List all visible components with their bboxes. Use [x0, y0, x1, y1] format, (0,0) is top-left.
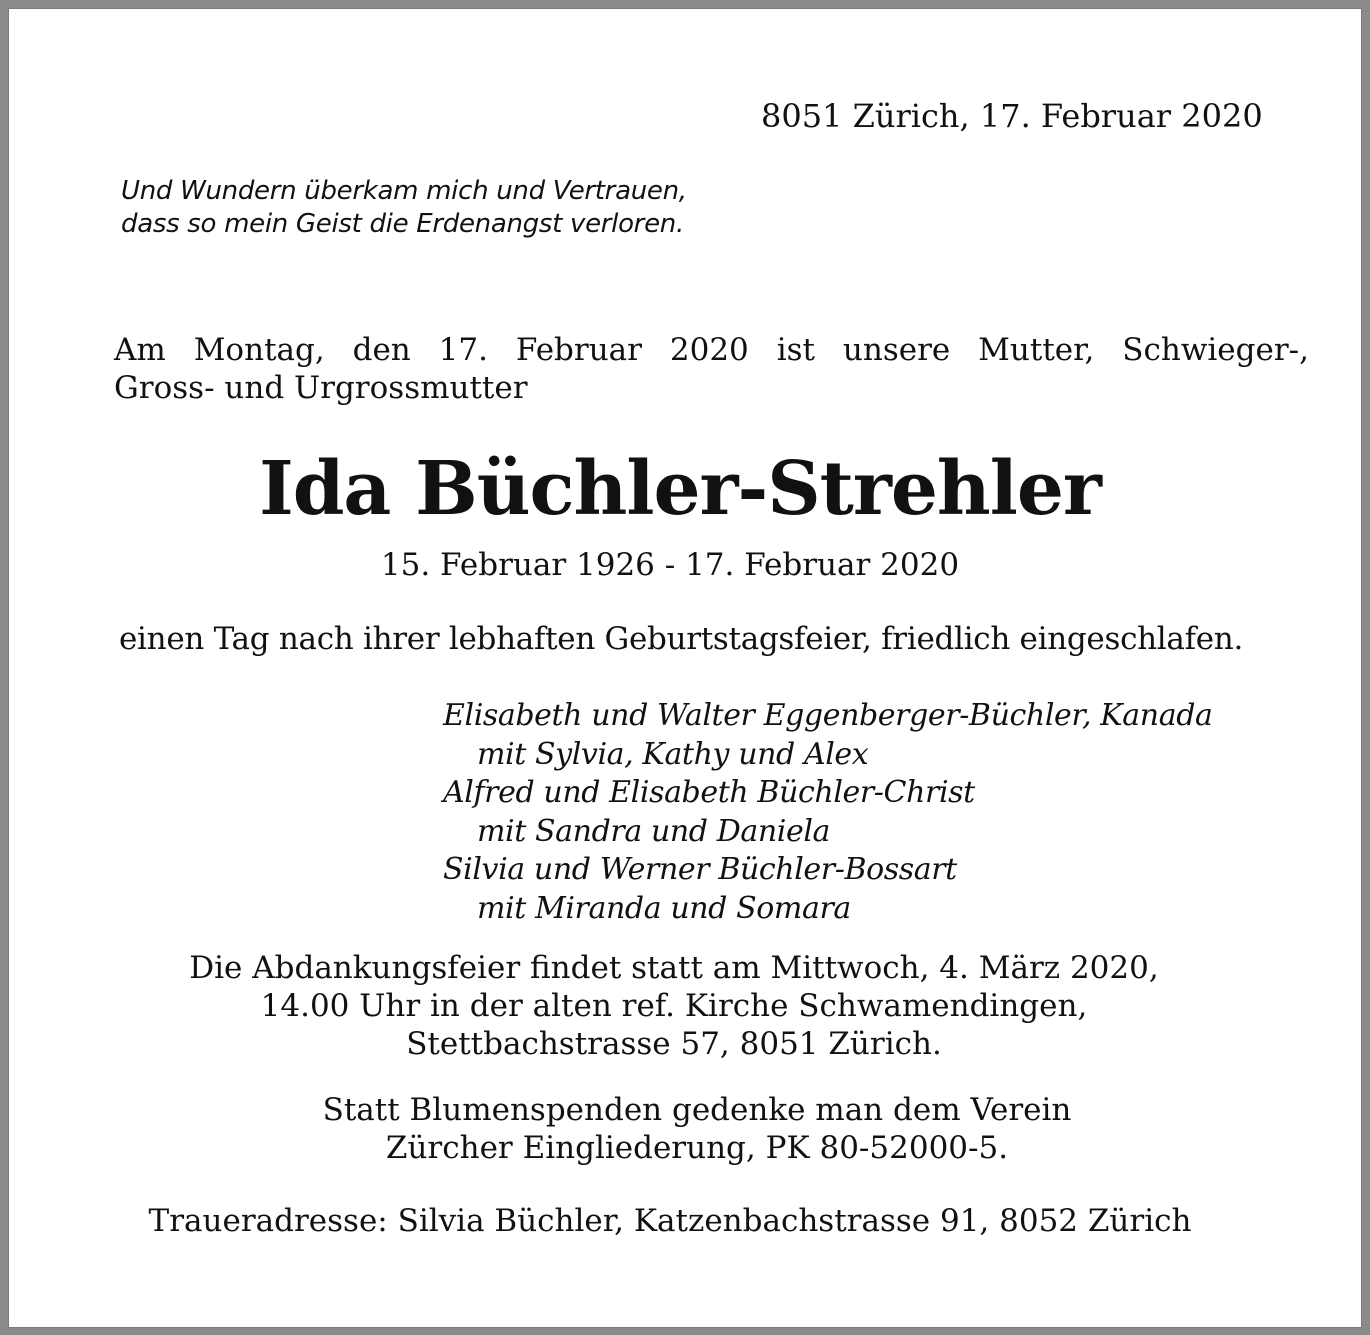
- passing-text: einen Tag nach ihrer lebhaften Geburtstagsfeier, friedlich eingeschlafen.: [119, 621, 1244, 657]
- family-list: [443, 697, 1213, 928]
- quote-line: dass so mein Geist die Erdenangst verloren.: [121, 209, 684, 239]
- place-date: 8051 Zürich, 17. Februar 2020: [761, 97, 1263, 135]
- quote: [121, 175, 687, 241]
- family-children: mit Sandra und Daniela: [477, 813, 831, 849]
- mourning-address-line: Traueradresse: Silvia Büchler, Katzenbachstrasse 91, 8052 Zürich: [148, 1203, 1192, 1239]
- ceremony-line: 14.00 Uhr in der alten ref. Kirche Schwamendingen,: [260, 988, 1088, 1024]
- family-member: Silvia und Werner Büchler-Bossart: [443, 852, 957, 887]
- ceremony-line: Stettbachstrasse 57, 8051 Zürich.: [406, 1026, 942, 1062]
- family-children: mit Sylvia, Kathy und Alex: [477, 736, 869, 772]
- ceremony-line: Die Abdankungsfeier findet statt am Mittwoch, 4. März 2020,: [189, 950, 1159, 986]
- donation-line: Statt Blumenspenden gedenke man dem Verein: [322, 1092, 1072, 1128]
- donation-line: Zürcher Eingliederung, PK 80-52000-5.: [385, 1130, 1009, 1166]
- intro-text: [114, 331, 1309, 407]
- donation-info: [9, 1091, 1361, 1167]
- life-dates: 15. Februar 1926 - 17. Februar 2020: [380, 547, 960, 583]
- family-member: Alfred und Elisabeth Büchler-Christ: [443, 775, 975, 810]
- quote-line: Und Wundern überkam mich und Vertrauen,: [121, 176, 687, 206]
- mourning-address: [9, 1202, 1361, 1240]
- ceremony-info: [9, 949, 1361, 1063]
- intro-line: Am Montag, den 17. Februar 2020 ist unsere Mutter, Schwieger-,: [114, 332, 1309, 368]
- family-children: mit Miranda und Somara: [477, 890, 851, 926]
- family-member: Elisabeth und Walter Eggenberger-Büchler, Kanada: [443, 698, 1213, 733]
- deceased-name: Ida Büchler-Strehler: [259, 446, 1101, 532]
- obituary-page: [9, 9, 1361, 1327]
- intro-line: Gross- und Urgrossmutter: [114, 370, 528, 406]
